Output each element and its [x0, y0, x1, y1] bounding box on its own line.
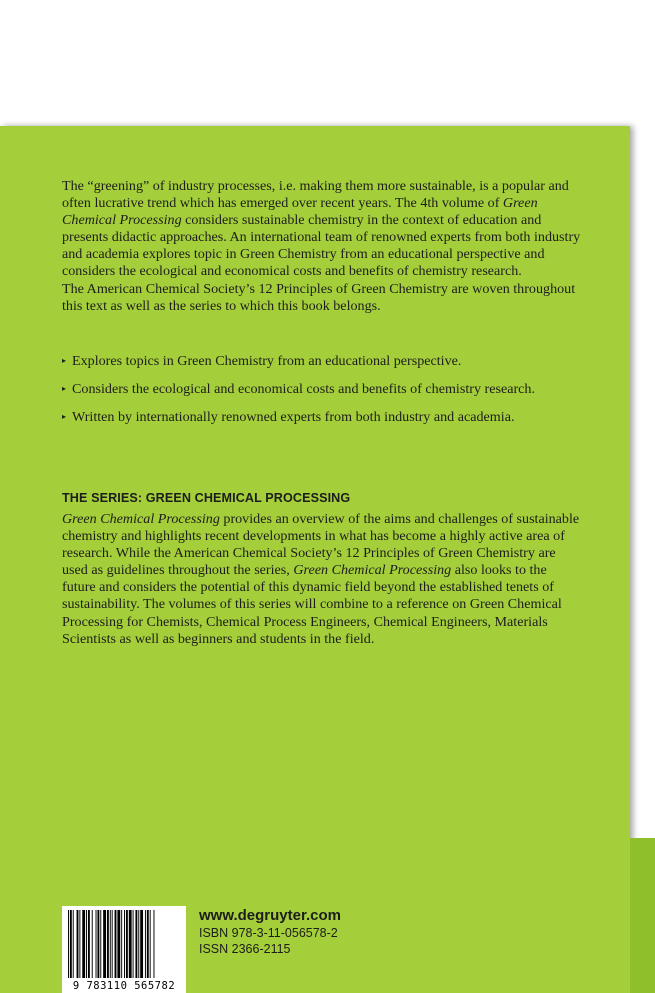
barcode-bar: [110, 910, 111, 978]
list-item: [62, 352, 592, 370]
barcode-bar: [68, 910, 69, 978]
intro-text: [62, 178, 582, 315]
barcode-icon: [62, 906, 186, 980]
series-title: Green Chemical Processing: [293, 562, 452, 579]
barcode-bar: [135, 910, 137, 978]
barcode-bar: [86, 910, 87, 978]
barcode-bar: [82, 910, 85, 978]
barcode-bar: [133, 910, 134, 978]
series-description: [62, 511, 582, 648]
intro-text-b: considers sustainable chemistry in the context of education and presents didactic approaches. An international team of renowned experts from both industry and academia explores topic in Green Chemistry from an educational perspective and considers the ecological and economical costs and benefits of chemistry research.: [62, 212, 581, 280]
series-heading: THE SERIES: GREEN CHEMICAL PROCESSING: [62, 491, 351, 505]
barcode-bar: [115, 910, 117, 978]
barcode-bar: [124, 910, 125, 978]
barcode-bar: [73, 910, 74, 978]
barcode-bar: [117, 910, 120, 978]
barcode-bar: [79, 910, 80, 978]
intro-paragraph-1: [62, 178, 582, 281]
barcode-bar: [138, 910, 139, 978]
barcode-digits: 9 783110 565782: [62, 980, 186, 992]
isbn-barcode: [62, 906, 186, 993]
publisher-url[interactable]: www.degruyter.com: [199, 907, 341, 924]
list-item: [62, 408, 592, 426]
feature-list: [62, 352, 592, 436]
series-text-1: provides an overview of the aims and challenges of sustainable chemistry and highlights recent developments in what has become a highly active area of research. While the American Chemical Society’s 12 Principles of Green Chemistry are used as guidelines throughout the series,: [62, 511, 580, 579]
triangle-bullet-icon: ▸: [62, 356, 67, 365]
intro-text-a: The “greening” of industry processes, i.e. making them more sustainable, is a popular and often lucrative trend which has emerged over recent years. The 4th volume of: [62, 178, 569, 212]
series-paragraph: [62, 511, 582, 648]
publisher-info: [199, 906, 341, 957]
barcode-bar: [150, 910, 151, 978]
barcode-bar: [88, 910, 90, 978]
feature-text: Explores topics in Green Chemistry from an educational perspective.: [72, 353, 462, 369]
isbn-number: ISBN 978-3-11-056578-2: [199, 926, 338, 940]
barcode-bar: [100, 910, 101, 978]
book-title: Green Chemical Processing: [62, 195, 538, 229]
intro-paragraph-2: The American Chemical Society’s 12 Principles of Green Chemistry are woven throughout this text as well as the series to which this book belongs.: [62, 280, 576, 314]
barcode-bar: [92, 910, 93, 978]
triangle-bullet-icon: ▸: [62, 412, 67, 421]
barcode-bar: [77, 910, 79, 978]
triangle-bullet-icon: ▸: [62, 384, 67, 393]
barcode-bar: [103, 910, 106, 978]
list-item: [62, 380, 592, 398]
barcode-bar: [145, 910, 146, 978]
barcode-bar: [147, 910, 149, 978]
barcode-bar: [140, 910, 143, 978]
cover-edge: [630, 838, 655, 993]
barcode-bar: [129, 910, 132, 978]
issn-number: ISSN 2366-2115: [199, 942, 291, 956]
barcode-bar: [96, 910, 97, 978]
barcode-bar: [112, 910, 113, 978]
barcode-bar: [121, 910, 122, 978]
barcode-bar: [70, 910, 72, 978]
series-text-2: also looks to the future and considers the potential of this dynamic field beyond the established tenets of sustainability. The volumes of this series will combine to a reference on Green Chemical Processing for Chemists, Chemical Process Engineers, Chemical Engineers, Materials Scientists as well as beginners and students in the field.: [62, 562, 562, 647]
series-title: Green Chemical Processing: [62, 511, 220, 527]
barcode-bar: [126, 910, 128, 978]
barcode-bar: [107, 910, 109, 978]
barcode-bar: [154, 910, 155, 978]
feature-text: Considers the ecological and economical costs and benefits of chemistry research.: [72, 381, 535, 397]
feature-text: Written by internationally renowned experts from both industry and academia.: [72, 409, 515, 425]
barcode-bar: [97, 910, 99, 978]
